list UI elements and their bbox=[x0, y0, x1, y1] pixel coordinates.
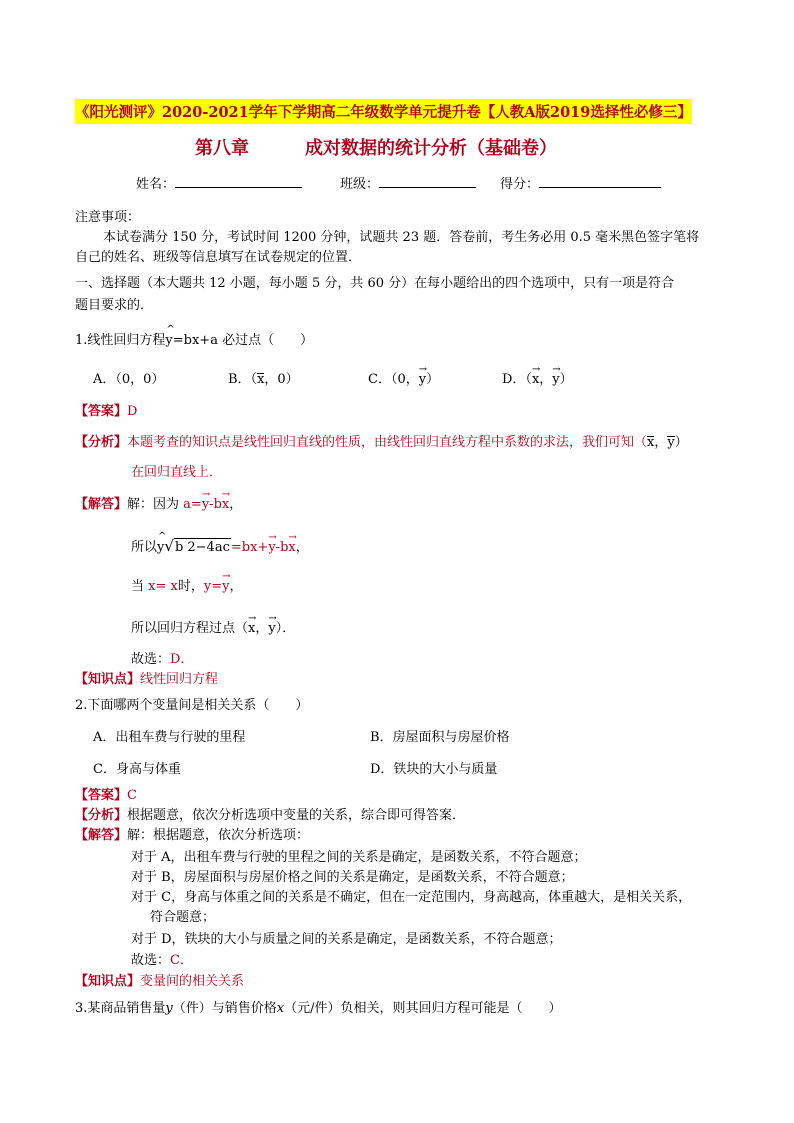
q2-option-d: D．铁块的大小与质量 bbox=[370, 762, 498, 777]
class-blank[interactable] bbox=[379, 177, 476, 188]
q2-solution: 【解答】解：根据题意，依次分析选项： bbox=[75, 828, 310, 843]
exam-subtitle: 成对数据的统计分析（基础卷） bbox=[305, 138, 557, 159]
q1-analysis-line-2: 在回归直线上． bbox=[131, 465, 223, 480]
score-field[interactable] bbox=[500, 176, 661, 193]
section-heading-line-1: 一、选择题（本大题共 12 小题，每小题 5 分，共 60 分）在每小题给出的四个选项中，只有一项是符合 bbox=[75, 276, 675, 291]
q1-answer: 【答案】D bbox=[75, 404, 138, 419]
q1-stem: 1.线性回归方程^ y=bx+a 必过点（ ） bbox=[75, 332, 313, 349]
notice-line-2: 自己的姓名、班级等信息填写在试卷规定的位置． bbox=[75, 250, 362, 265]
notice-line-1: 本试卷满分 150 分，考试时间 1200 分钟，试题共 23 题．答卷前，考生务必用 0.5 毫米黑色签字笔将 bbox=[103, 230, 700, 245]
q2-answer: 【答案】C bbox=[75, 788, 137, 803]
q1-solution-line-2: 所以^ y√b 2−4ac=bx+→ y-b→ x， bbox=[131, 538, 309, 556]
q2-choose: 故选：C． bbox=[131, 953, 193, 968]
q2-solution-d: 对于 D，铁块的大小与质量之间的关系是确定，是函数关系，不符合题意； bbox=[131, 932, 562, 947]
q1-choose: 故选：D． bbox=[131, 652, 194, 667]
q2-option-b: B．房屋面积与房屋价格 bbox=[370, 730, 510, 745]
q2-option-c: C．身高与体重 bbox=[93, 762, 181, 777]
q3-stem: 3.某商品销售量y（件）与销售价格x（元/件）负相关，则其回归方程可能是（ ） bbox=[75, 1001, 562, 1016]
q1-option-c: C．（0，→ y） bbox=[368, 371, 439, 388]
notice-heading: 注意事项： bbox=[75, 210, 141, 225]
q2-stem: 2.下面哪两个变量间是相关关系（ ） bbox=[75, 698, 309, 713]
q2-solution-c-2: 符合题意； bbox=[150, 910, 216, 925]
chapter-label: 第八章 bbox=[195, 138, 249, 159]
q1-knowledge-point: 【知识点】线性回归方程 bbox=[75, 672, 219, 687]
q1-solution-line-1: 【解答】解：因为 a=→ y-b→ x， bbox=[75, 496, 242, 513]
q1-solution-line-4: 所以回归方程过点（→ x，→ y）． bbox=[131, 620, 295, 637]
q2-solution-b: 对于 B，房屋面积与房屋价格之间的关系是确定，是函数关系，不符合题意； bbox=[131, 870, 574, 885]
exam-banner: 《阳光测评》2020-2021学年下学期高二年级数学单元提升卷【人教A版2019选择性必修三】 bbox=[75, 99, 692, 124]
q1-option-b: B．（x，0） bbox=[228, 372, 299, 387]
y-hat: ^ y bbox=[165, 332, 172, 349]
q2-analysis: 【分析】根据题意，依次分析选项中变量的关系，综合即可得答案． bbox=[75, 808, 466, 823]
class-label: 班级： bbox=[340, 177, 380, 192]
section-heading-line-2: 题目要求的． bbox=[75, 298, 154, 313]
q1-option-d: D．（→ x，→ y） bbox=[502, 371, 573, 388]
class-field[interactable] bbox=[340, 176, 476, 193]
q1-solution-line-3: 当 x= x时，y=→ y， bbox=[131, 578, 242, 595]
name-label: 姓名： bbox=[136, 177, 176, 192]
q2-solution-a: 对于 A，出租车费与行驶的里程之间的关系是确定，是函数关系，不符合题意； bbox=[131, 850, 587, 865]
q1-option-a: A．（0，0） bbox=[93, 372, 165, 387]
q2-solution-c: 对于 C，身高与体重之间的关系是不确定，但在一定范围内，身高越高，体重越大，是相关关系， bbox=[131, 890, 692, 905]
q2-knowledge-point: 【知识点】变量间的相关关系 bbox=[75, 974, 245, 989]
score-blank[interactable] bbox=[539, 177, 661, 188]
name-field[interactable] bbox=[136, 176, 302, 193]
q2-option-a: A．出租车费与行驶的里程 bbox=[93, 730, 246, 745]
score-label: 得分： bbox=[500, 177, 540, 192]
name-blank[interactable] bbox=[175, 177, 302, 188]
q1-analysis: 【分析】本题考查的知识点是线性回归直线的性质，由线性回归直线方程中系数的求法，我们可知（x，y） bbox=[75, 435, 688, 450]
